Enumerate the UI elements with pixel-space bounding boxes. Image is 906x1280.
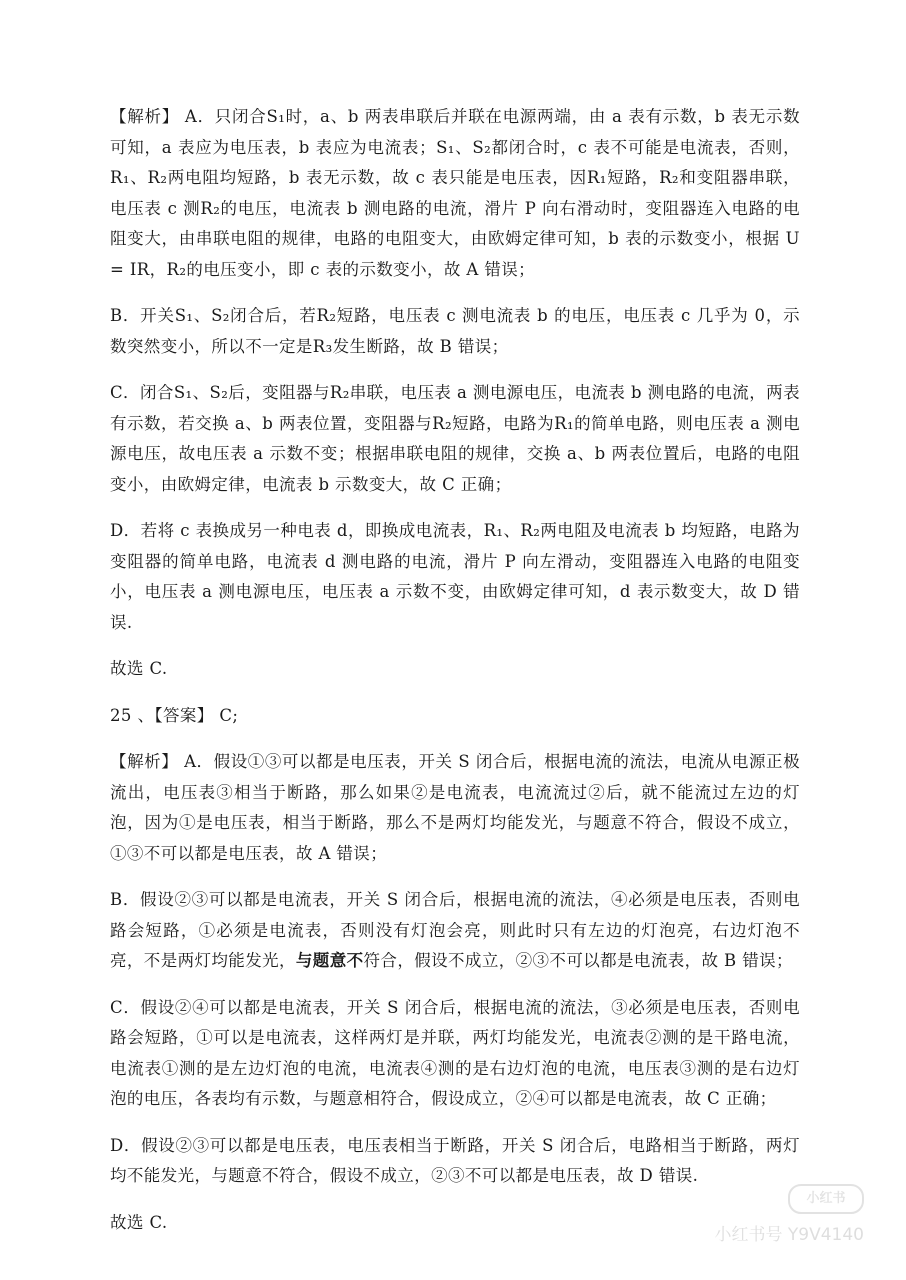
analysis-25-a: 【解析】 A．假设①③可以都是电压表，开关 S 闭合后，根据电流的流法，电流从电源正极流出，电压表③相当于断路，那么如果②是电流表，电流流过②后，就不能流过左边的灯泡，因为①是电压表，相当于断路，那么不是两灯均能发光，与题意不符合，假设不成立，①③不可以都是电压表，故 A 错误； <box>110 752 800 863</box>
analysis-25-b <box>110 885 800 977</box>
watermark <box>714 1184 864 1252</box>
analysis-24-c: C．闭合S₁、S₂后，变阻器与R₂串联，电压表 a 测电源电压，电流表 b 测电路的电流，两表有示数，若交换 a、b 两表位置，变阻器与R₂短路，电路为R₁的简单电路，则电压表 a 测电源电压，故电压表 a 示数不变；根据串联电阻的规律，交换 a、b 两表位置后，电路的电阻变小，由欧姆定律，电流表 b 示数变大，故 C 正确； <box>110 383 800 494</box>
analysis-24-a: 【解析】 A．只闭合S₁时，a、b 两表串联后并联在电源两端，由 a 表有示数，b 表无示数可知，a 表应为电压表，b 表应为电流表；S₁、S₂都闭合时，c 表不可能是电流表，否则，R₁、R₂两电阻均短路，b 表无示数，故 c 表只能是电压表，因R₁短路，R₂和变阻器串联，电压表 c 测R₂的电压，电流表 b 测电路的电流，滑片 P 向右滑动时，变阻器连入电路的电阻变大，由串联电阻的规律，电路的电阻变大，由欧姆定律可知，b 表的示数变小，根据 U = IR，R₂的电压变小，即 c 表的示数变小，故 A 错误； <box>110 107 800 279</box>
analysis-25-c: C．假设②④可以都是电流表，开关 S 闭合后，根据电流的流法，③必须是电压表，否则电路会短路，①可以是电流表，这样两灯是并联，两灯均能发光，电流表②测的是干路电流，电流表①测的是左边灯泡的电流，电流表④测的是右边灯泡的电流，电压表③测的是右边灯泡的电压，各表均有示数，与题意相符合，假设成立，②④可以都是电流表，故 C 正确； <box>110 997 800 1108</box>
analysis-25-b-text-2: 符合，假设不成立，②③不可以都是电流表，故 B 错误； <box>363 951 793 970</box>
analysis-25-b-text-1: B．假设②③可以都是电流表，开关 S 闭合后，根据电流的流法，④必须是电压表，否则电路会短路，①必须是电流表，否则没有灯泡会亮，则此时只有左边的灯泡亮，右边灯泡不亮，不是两灯均能发光， <box>110 890 800 970</box>
choice-24: 故选 C. <box>110 659 168 678</box>
analysis-24-b: B．开关S₁、S₂闭合后，若R₂短路，电压表 c 测电流表 b 的电压，电压表 c 几乎为 0，示数突然变小，所以不一定是R₃发生断路，故 B 错误； <box>110 306 800 356</box>
watermark-logo: 小红书 <box>788 1184 864 1214</box>
analysis-25-d: D．假设②③可以都是电压表，电压表相当于断路，开关 S 闭合后，电路相当于断路，两灯均不能发光，与题意不符合，假设不成立，②③不可以都是电压表，故 D 错误. <box>110 1135 800 1185</box>
choice-25: 故选 C. <box>110 1212 168 1232</box>
analysis-25-b-bold: 与题意不 <box>295 951 364 970</box>
answer-25: 25 、【答案】 C; <box>110 705 239 725</box>
watermark-id: 小红书号 Y9V4140 <box>714 1225 864 1245</box>
document-page <box>110 102 800 1254</box>
analysis-24-d: D．若将 c 表换成另一种电表 d，即换成电流表，R₁、R₂两电阻及电流表 b 均短路，电路为变阻器的简单电路，电流表 d 测电路的电流，滑片 P 向左滑动，变阻器连入电路的电阻变小，电压表 a 测电源电压，电压表 a 示数不变，由欧姆定律可知，d 表示数变大，故 D 错误. <box>110 521 800 632</box>
